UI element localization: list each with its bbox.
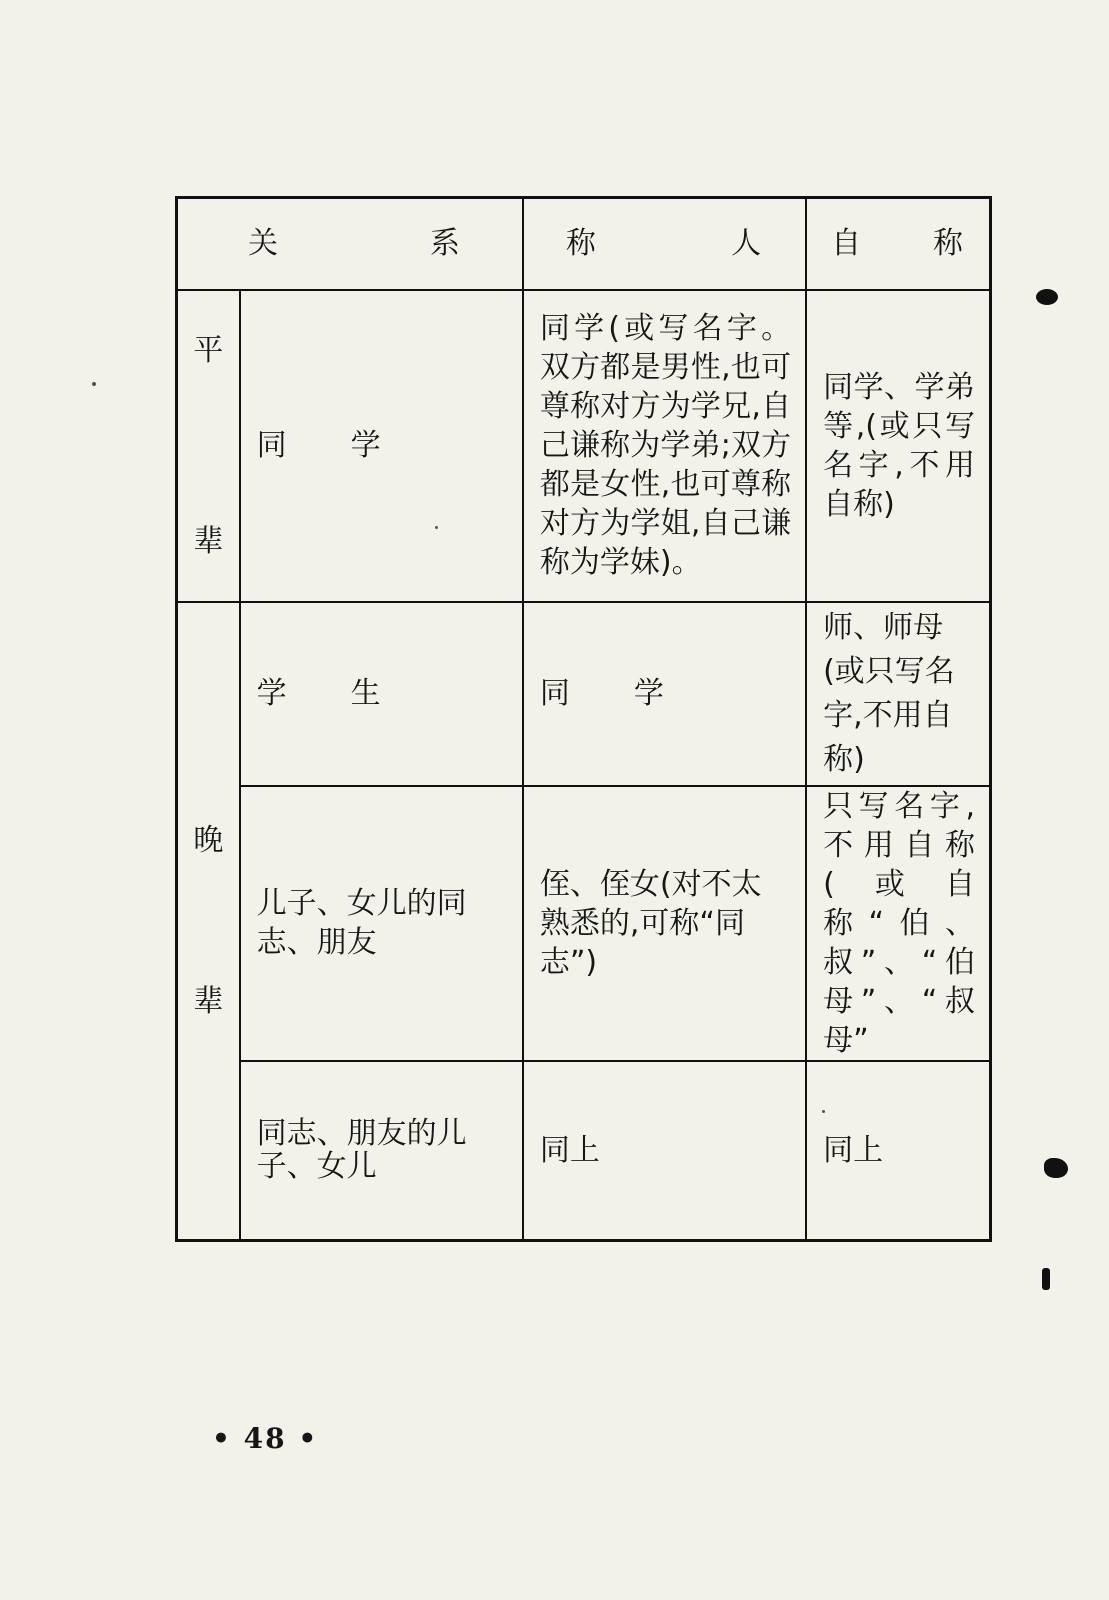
table-row [177, 602, 991, 786]
header-address [523, 198, 806, 290]
page-number: • 48 • [212, 1422, 319, 1455]
scan-edge-blot [1042, 1268, 1050, 1290]
scan-edge-blot [1044, 1158, 1068, 1178]
table-row [177, 290, 991, 602]
table-row [177, 786, 991, 1061]
group-label-char: 辈 [193, 523, 224, 559]
header-relation-char: 关 [248, 226, 280, 262]
group-label-char: 平 [193, 332, 224, 368]
header-self-char: 自 [831, 226, 864, 262]
header-relation [177, 198, 523, 290]
address-cell [523, 602, 806, 786]
self-address-cell: 同学、学弟等,(或只写名字,不用自称) [806, 290, 990, 602]
address-char: 学 [633, 676, 664, 711]
relation-char: 同 [256, 428, 287, 463]
group-label-char: 辈 [193, 983, 224, 1019]
group-label-char: 晚 [193, 822, 224, 858]
header-self-char: 称 [933, 226, 965, 262]
relation-address-table [175, 196, 992, 1242]
header-address-char: 人 [731, 226, 764, 262]
relation-cell: 儿子、女儿的同志、朋友 [240, 786, 523, 1061]
address-cell: 侄、侄女(对不太熟悉的,可称“同志”) [523, 786, 806, 1061]
header-address-char: 称 [565, 226, 598, 262]
group-label-junior [177, 602, 240, 1241]
self-address-cell: 只写名字,不用自称(或自称“伯、叔”、“伯母”、“叔母” [806, 786, 990, 1061]
scan-edge-blot [1036, 289, 1058, 305]
header-relation-char: 系 [429, 226, 462, 262]
scan-speck [92, 382, 96, 386]
relation-cell: 同志、朋友的儿子、女儿 [240, 1061, 523, 1241]
address-char: 同 [539, 676, 570, 711]
relation-cell [240, 602, 523, 786]
self-address-cell: 同上 [806, 1061, 990, 1241]
table-row [177, 1061, 991, 1241]
address-cell: 同学(或写名字。双方都是男性,也可尊称对方为学兄,自己谦称为学弟;双方都是女性,也可尊称对方为学姐,自己谦称为学妹)。 [523, 290, 806, 602]
relation-char: 学 [256, 676, 287, 711]
relation-cell [240, 290, 523, 602]
address-cell: 同上 [523, 1061, 806, 1241]
relation-char: 学 [350, 428, 381, 463]
self-address-cell: 师、师母(或只写名字,不用自称) [806, 602, 990, 786]
group-label-peer [177, 290, 240, 602]
relation-char: 生 [350, 676, 381, 711]
table-header-row [177, 198, 991, 290]
header-self [806, 198, 990, 290]
